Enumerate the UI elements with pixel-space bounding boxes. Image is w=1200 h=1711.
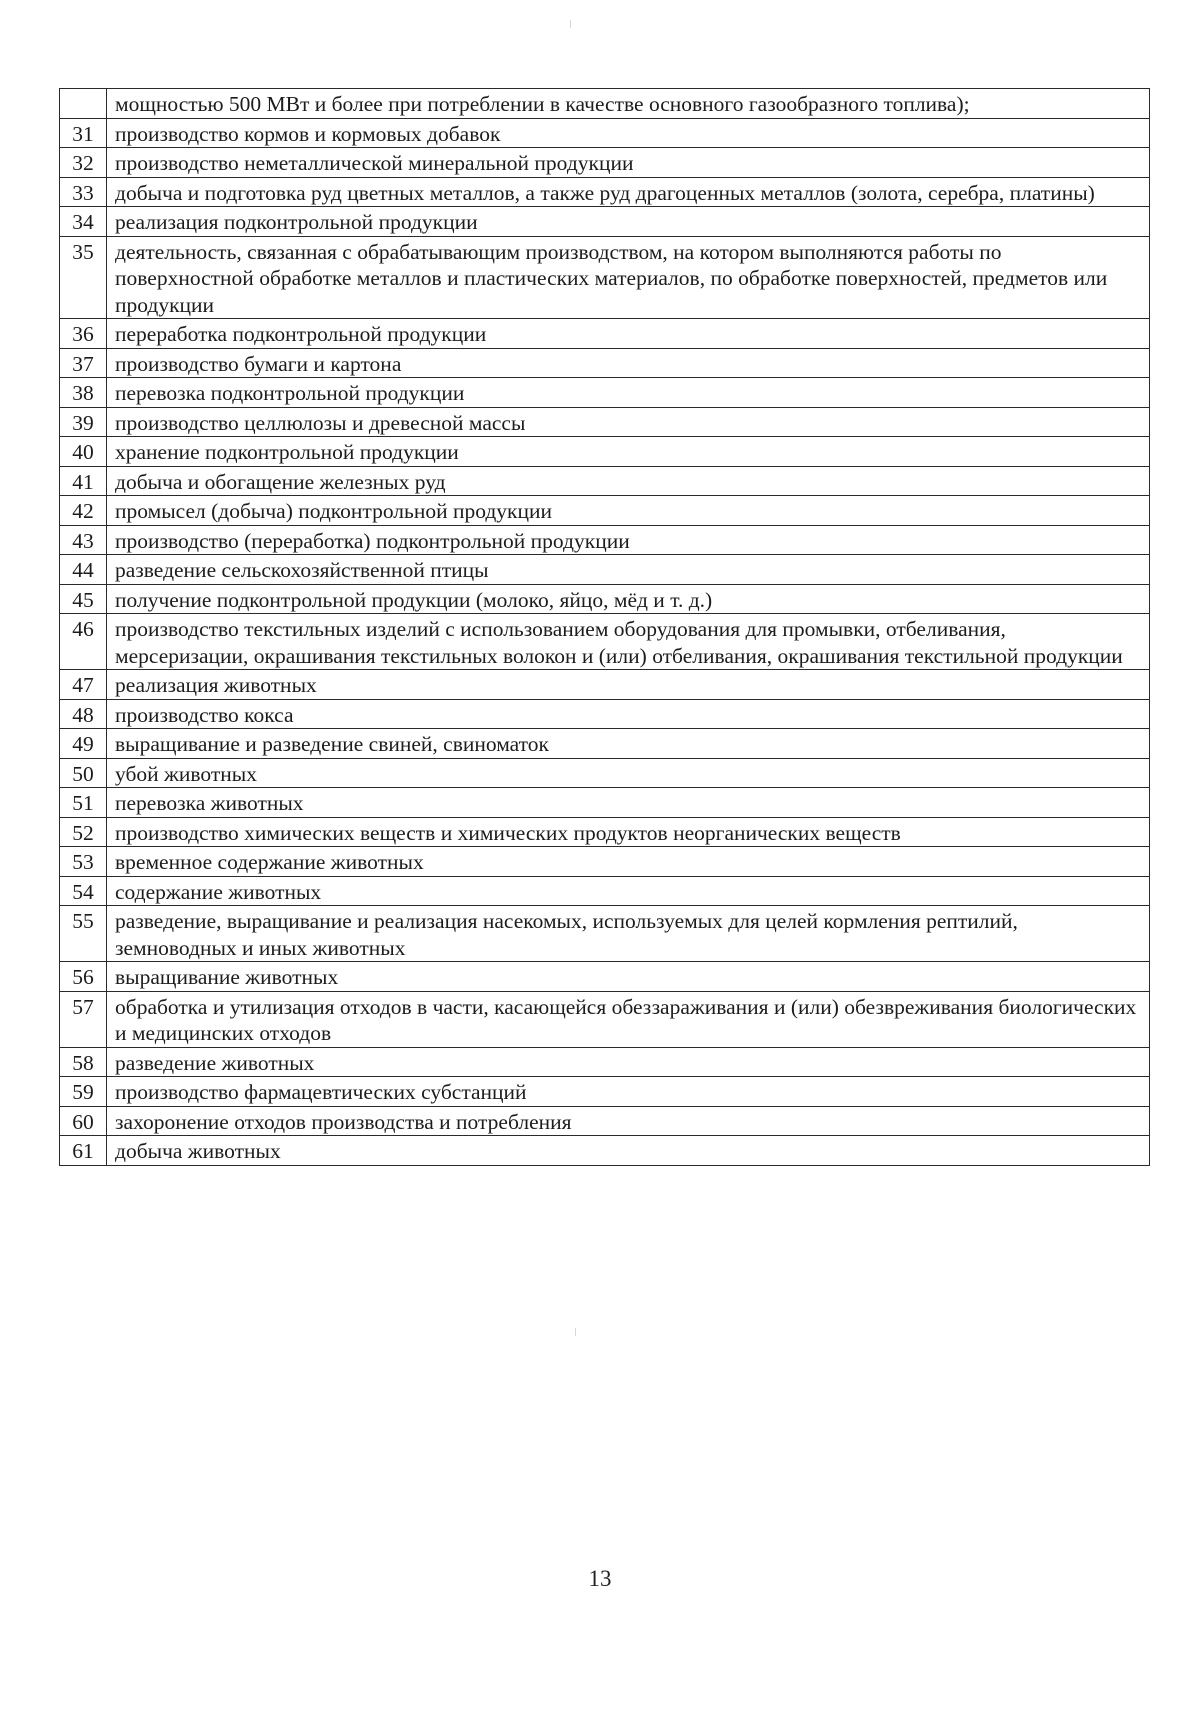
row-activity-text: получение подконтрольной продукции (молоко, яйцо, мёд и т. д.) [107,584,1150,614]
row-number: 54 [60,876,107,906]
row-number: 50 [60,758,107,788]
row-activity-text: захоронение отходов производства и потребления [107,1106,1150,1136]
row-activity-text: производство целлюлозы и древесной массы [107,407,1150,437]
table-row [60,1047,1150,1077]
table-row [60,614,1150,670]
row-activity-text: производство бумаги и картона [107,348,1150,378]
table-row [60,1106,1150,1136]
row-activity-text: выращивание и разведение свиней, свиноматок [107,729,1150,759]
row-activity-text: перевозка подконтрольной продукции [107,378,1150,408]
table-row [60,348,1150,378]
row-activity-text: производство кормов и кормовых добавок [107,118,1150,148]
row-activity-text: добыча животных [107,1136,1150,1166]
row-number: 32 [60,148,107,178]
row-activity-text: разведение сельскохозяйственной птицы [107,555,1150,585]
row-activity-text: производство текстильных изделий с использованием оборудования для промывки, отбеливания, мерсеризации, окрашивания текстильных волокон и (или) отбеливания, окрашивания текстильной продукции [107,614,1150,670]
row-number: 56 [60,962,107,992]
row-activity-text: убой животных [107,758,1150,788]
row-activity-text: деятельность, связанная с обрабатывающим производством, на котором выполняются работы по поверхностной обработке металлов и пластических материалов, по обработке поверхностей, предметов или продукции [107,236,1150,319]
table-row [60,584,1150,614]
row-activity-text: производство фармацевтических субстанций [107,1077,1150,1107]
row-activity-text: выращивание животных [107,962,1150,992]
activity-table-body [60,89,1150,1166]
table-row [60,177,1150,207]
table-row [60,148,1150,178]
row-number [60,89,107,119]
page-number: 13 [588,1566,612,1591]
row-activity-text: производство неметаллической минеральной продукции [107,148,1150,178]
row-activity-text: временное содержание животных [107,847,1150,877]
row-number: 57 [60,991,107,1047]
row-activity-text: производство (переработка) подконтрольной продукции [107,525,1150,555]
table-row [60,788,1150,818]
table-row [60,555,1150,585]
row-number: 36 [60,319,107,349]
row-number: 51 [60,788,107,818]
row-number: 37 [60,348,107,378]
row-number: 35 [60,236,107,319]
table-row [60,496,1150,526]
row-number: 41 [60,466,107,496]
table-row [60,466,1150,496]
row-activity-text: промысел (добыча) подконтрольной продукции [107,496,1150,526]
row-activity-text: разведение, выращивание и реализация насекомых, используемых для целей кормления рептилий, земноводных и иных животных [107,906,1150,962]
row-activity-text: перевозка животных [107,788,1150,818]
table-row [60,525,1150,555]
row-activity-text: добыча и обогащение железных руд [107,466,1150,496]
row-number: 31 [60,118,107,148]
row-number: 43 [60,525,107,555]
row-number: 47 [60,670,107,700]
row-activity-text: добыча и подготовка руд цветных металлов, а также руд драгоценных металлов (золота, серебра, платины) [107,177,1150,207]
row-number: 33 [60,177,107,207]
table-row [60,407,1150,437]
row-activity-text: реализация подконтрольной продукции [107,207,1150,237]
activity-table [59,88,1150,1166]
row-number: 46 [60,614,107,670]
row-activity-text: разведение животных [107,1047,1150,1077]
row-number: 45 [60,584,107,614]
table-row [60,236,1150,319]
row-number: 58 [60,1047,107,1077]
table-row [60,699,1150,729]
row-number: 42 [60,496,107,526]
scan-mark [575,1328,576,1336]
row-number: 49 [60,729,107,759]
row-activity-text: переработка подконтрольной продукции [107,319,1150,349]
table-row [60,437,1150,467]
table-row [60,991,1150,1047]
table-row [60,847,1150,877]
row-activity-text: реализация животных [107,670,1150,700]
row-activity-text: обработка и утилизация отходов в части, касающейся обеззараживания и (или) обезвреживания биологических и медицинских отходов [107,991,1150,1047]
table-row [60,962,1150,992]
row-number: 60 [60,1106,107,1136]
row-number: 59 [60,1077,107,1107]
row-number: 55 [60,906,107,962]
table-row [60,118,1150,148]
row-number: 48 [60,699,107,729]
table-row [60,817,1150,847]
row-activity-text: производство кокса [107,699,1150,729]
table-row [60,1077,1150,1107]
row-number: 34 [60,207,107,237]
row-number: 53 [60,847,107,877]
row-number: 38 [60,378,107,408]
table-row [60,670,1150,700]
table-row [60,876,1150,906]
row-activity-text: производство химических веществ и химических продуктов неорганических веществ [107,817,1150,847]
table-row [60,319,1150,349]
table-row [60,207,1150,237]
table-row [60,758,1150,788]
scan-mark [570,20,571,28]
row-activity-text: мощностью 500 МВт и более при потреблении в качестве основного газообразного топлива); [107,89,1150,119]
table-row [60,378,1150,408]
row-activity-text: хранение подконтрольной продукции [107,437,1150,467]
row-activity-text: содержание животных [107,876,1150,906]
table-row [60,906,1150,962]
table-row [60,1136,1150,1166]
table-row [60,89,1150,119]
row-number: 40 [60,437,107,467]
row-number: 61 [60,1136,107,1166]
table-row [60,729,1150,759]
row-number: 52 [60,817,107,847]
row-number: 44 [60,555,107,585]
activity-list [59,88,1150,1166]
row-number: 39 [60,407,107,437]
